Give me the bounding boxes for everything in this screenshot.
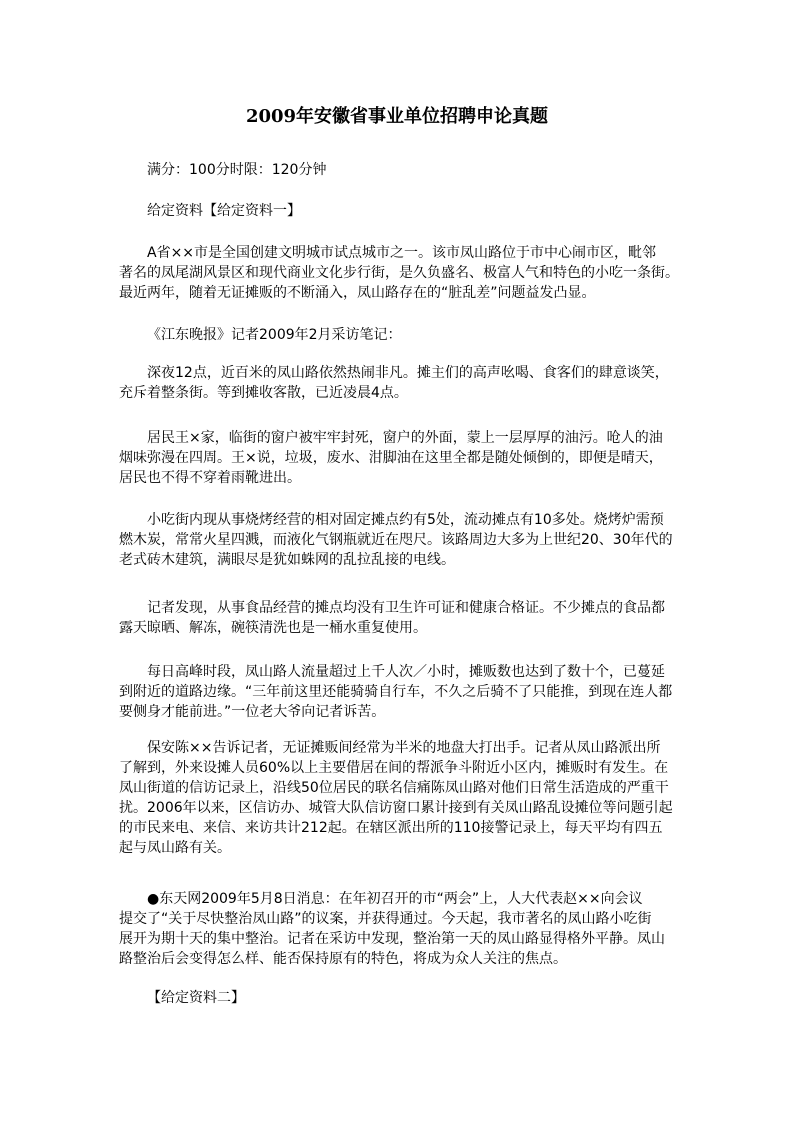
text-line: 最近两年，随着无证摊贩的不断涌入，凤山路存在的“脏乱差”问题益发凸显。 (119, 285, 596, 301)
text-line: 展开为期十天的集中整治。记者在采访中发现，整治第一天的凤山路显得格外平静。凤山 (119, 931, 665, 947)
text-line: ●东天网2009年5月8日消息：在年初召开的市“两会”上，人大代表赵××向会议 (147, 891, 643, 907)
text-line: 凤山街道的信访记录上，沿线50位居民的联名信痛陈凤山路对他们日常生活造成的严重干 (119, 780, 669, 796)
text-line: 记者发现，从事食品经营的摊点均没有卫生许可证和健康合格证。不少摊点的食品都 (147, 600, 665, 616)
text-line: 居民也不得不穿着雨靴进出。 (119, 470, 301, 486)
material-two-heading (119, 988, 684, 1008)
document-title: 2009年安徽省事业单位招聘申论真题 (245, 106, 549, 127)
text-line: 到附近的道路边缘。“三年前这里还能骑骑自行车，不久之后骑不了只能推，到现在连人都 (119, 684, 673, 700)
text-line: 要侧身才能前进。”一位老大爷向记者诉苦。 (119, 704, 386, 720)
interview-note-heading (119, 325, 684, 345)
text-line: 著名的凤尾湖风景区和现代商业文化步行街，是久负盛名、极富人气和特色的小吃一条街。 (119, 265, 679, 281)
text-line: 《江东晚报》记者2009年2月采访笔记： (147, 327, 402, 343)
paragraph-midnight (119, 363, 684, 403)
text-line: 起与凤山路有关。 (119, 840, 231, 856)
paragraph-news (119, 889, 684, 969)
paragraph-intro (119, 243, 684, 303)
text-line: 充斥着整条街。等到摊收客散，已近凌晨4点。 (119, 385, 408, 401)
text-line: 露天晾晒、解冻，碗筷清洗也是一桶水重复使用。 (119, 620, 427, 636)
text-line: 深夜12点，近百米的凤山路依然热闹非凡。摊主们的高声吆喝、食客们的肆意谈笑， (147, 365, 669, 381)
text-line: 老式砖木建筑，满眼尽是犹如蛛网的乱拉乱接的电线。 (119, 552, 455, 568)
text-line: 了解到，外来设摊人员60%以上主要借居在间的帮派争斗附近小区内，摊贩时有发生。在 (119, 760, 669, 776)
text-line: 路整治后会变得怎么样、能否保持原有的特色，将成为众人关注的焦点。 (119, 951, 567, 967)
text-line: 居民王×家，临街的窗户被牢牢封死，窗户的外面，蒙上一层厚厚的油污。呛人的油 (147, 430, 663, 446)
text-line: 保安陈××告诉记者，无证摊贩间经常为半米的地盘大打出手。记者从凤山路派出所 (147, 740, 661, 756)
paragraph-resident (119, 428, 684, 488)
text-line: 【给定资料二】 (147, 990, 245, 1006)
text-line: 提交了“关于尽快整治凤山路”的议案，并获得通过。今天起，我市著名的凤山路小吃街 (119, 911, 652, 927)
text-line: 小吃街内现从事烧烤经营的相对固定摊点约有5处，流动摊点有10多处。烧烤炉需预 (147, 512, 664, 528)
paragraph-traffic (119, 662, 684, 722)
text-line: 满分：100分时限：120分钟 (147, 162, 327, 178)
paragraph-barbecue (119, 510, 684, 570)
text-line: 每日高峰时段，凤山路人流量超过上千人次／小时，摊贩数也达到了数十个，已蔓延 (147, 664, 665, 680)
paragraph-hygiene (119, 598, 684, 638)
material-heading (119, 201, 684, 221)
text-line: A省××市是全国创建文明城市试点城市之一。该市凤山路位于市中心闹市区，毗邻 (147, 245, 657, 261)
text-line: 燃木炭，常常火星四溅，而液化气钢瓶就近在咫尺。该路周边大多为上世纪20、30年代的 (119, 532, 673, 548)
text-line: 的市民来电、来信、来访共计212起。在辖区派出所的110接警记录上，每天平均有四五 (119, 820, 663, 836)
paragraph-security (119, 738, 684, 858)
text-line: 扰。2006年以来，区信访办、城管大队信访窗口累计接到有关凤山路乱设摊位等问题引起 (119, 800, 673, 816)
text-line: 给定资料【给定资料一】 (147, 203, 301, 219)
text-line: 烟味弥漫在四周。王×说，垃圾，废水、泔脚油在这里全都是随处倾倒的，即便是晴天， (119, 450, 663, 466)
score-info (119, 160, 684, 180)
